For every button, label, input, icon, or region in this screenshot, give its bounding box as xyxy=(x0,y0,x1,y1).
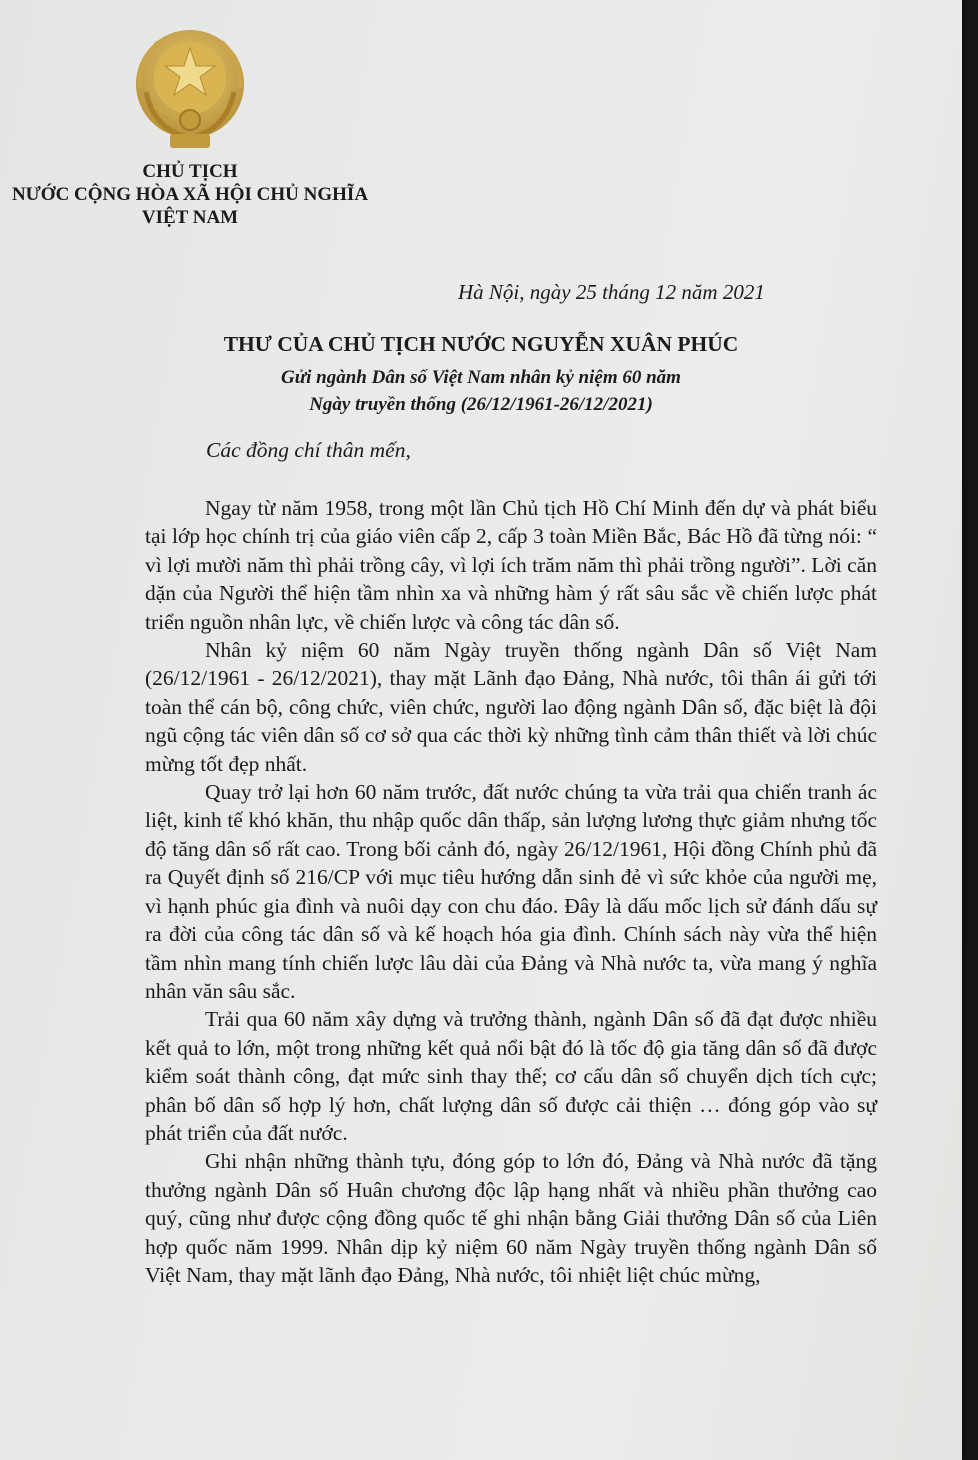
paragraph-2: Nhân kỷ niệm 60 năm Ngày truyền thống ngành Dân số Việt Nam (26/12/1961 - 26/12/2021), thay mặt Lãnh đạo Đảng, Nhà nước, tôi thân ái gửi tới toàn thể cán bộ, công chức, viên chức, người lao động ngành Dân số, đặc biệt là đội ngũ cộng tác viên dân số cơ sở qua các thời kỳ những tình cảm thân thiết và lời chúc mừng tốt đẹp nhất. xyxy=(145,638,877,776)
national-emblem-icon xyxy=(132,22,248,162)
letter-subtitle xyxy=(0,364,962,418)
paragraph-1: Ngay từ năm 1958, trong một lần Chủ tịch Hồ Chí Minh đến dự và phát biểu tại lớp học chính trị của giáo viên cấp 2, cấp 3 toàn Miền Bắc, Bác Hồ đã từng nói: “ vì lợi mười năm thì phải trồng cây, vì lợi ích trăm năm thì phải trồng người”. Lời căn dặn của Người thể hiện tầm nhìn xa và những hàm ý rất sâu sắc về chiến lược phát triển nguồn nhân lực, về chiến lược và công tác dân số. xyxy=(145,496,877,634)
letter-title: THƯ CỦA CHỦ TỊCH NƯỚC NGUYỄN XUÂN PHÚC xyxy=(223,332,739,356)
place-date: Hà Nội, ngày 25 tháng 12 năm 2021 xyxy=(458,280,765,304)
paragraph-4: Trải qua 60 năm xây dựng và trưởng thành, ngành Dân số đã đạt được nhiều kết quả to lớn, một trong những kết quả nổi bật đó là tốc độ gia tăng dân số đã được kiểm soát thành công, đạt mức sinh thay thế; cơ cấu dân số chuyển dịch tích cực; phân bố dân số hợp lý hơn, chất lượng dân số được cải thiện … đóng góp vào sự phát triển của đất nước. xyxy=(145,1007,877,1145)
subtitle-line-1: Gửi ngành Dân số Việt Nam nhân kỷ niệm 60 năm xyxy=(281,367,681,388)
issuer-country: NƯỚC CỘNG HÒA XÃ HỘI CHỦ NGHĨA xyxy=(11,184,369,205)
issuer-country-name: VIỆT NAM xyxy=(141,207,239,228)
paragraph-3: Quay trở lại hơn 60 năm trước, đất nước chúng ta vừa trải qua chiến tranh ác liệt, kinh tế khó khăn, thu nhập quốc dân thấp, sản lượng lương thực giảm nhưng tốc độ tăng dân số rất cao. Trong bối cảnh đó, ngày 26/12/1961, Hội đồng Chính phủ đã ra Quyết định số 216/CP với mục tiêu hướng dẫn sinh đẻ vì sức khỏe của người mẹ, vì hạnh phúc gia đình và nuôi dạy con chu đáo. Đây là dấu mốc lịch sử đánh dấu sự ra đời của công tác dân số và kế hoạch hóa gia đình. Chính sách này vừa thể hiện tầm nhìn mang tính chiến lược lâu dài của Đảng và Nhà nước ta, vừa mang ý nghĩa nhân văn sâu sắc. xyxy=(145,780,877,1003)
salutation: Các đồng chí thân mến, xyxy=(206,438,411,462)
subtitle-line-2: Ngày truyền thống (26/12/1961-26/12/2021) xyxy=(309,394,653,415)
paragraph-5: Ghi nhận những thành tựu, đóng góp to lớn đó, Đảng và Nhà nước đã tặng thưởng ngành Dân số Huân chương độc lập hạng nhất và nhiều phần thưởng cao quý, cũng như được cộng đồng quốc tế ghi nhận bằng Giải thưởng Dân số của Liên hợp quốc năm 1999. Nhân dịp kỷ niệm 60 năm Ngày truyền thống ngành Dân số Việt Nam, thay mặt lãnh đạo Đảng, Nhà nước, tôi nhiệt liệt chúc mừng, xyxy=(145,1149,877,1287)
issuer-title: CHỦ TỊCH xyxy=(142,161,238,182)
letter-body xyxy=(145,494,877,1289)
issuer-block xyxy=(0,160,380,229)
